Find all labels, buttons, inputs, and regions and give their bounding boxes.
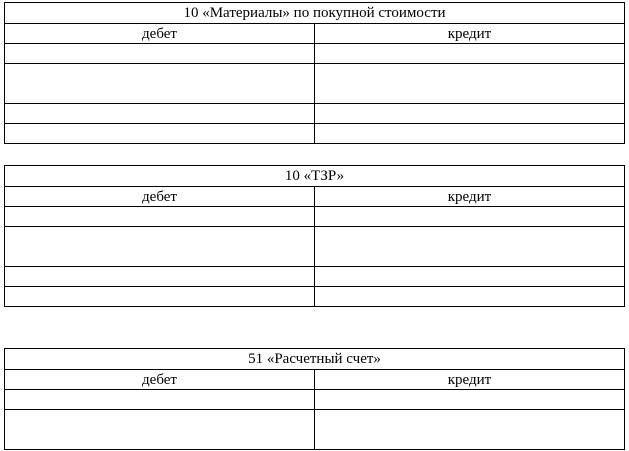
debit-header: дебет bbox=[5, 187, 315, 207]
credit-cell[interactable] bbox=[315, 410, 625, 450]
credit-cell[interactable] bbox=[315, 207, 625, 227]
account-title: 51 «Расчетный счет» bbox=[5, 349, 625, 370]
debit-cell[interactable] bbox=[5, 390, 315, 410]
debit-cell[interactable] bbox=[5, 287, 315, 307]
debit-header: дебет bbox=[5, 370, 315, 390]
credit-cell[interactable] bbox=[315, 267, 625, 287]
credit-header: кредит bbox=[315, 24, 625, 44]
debit-cell[interactable] bbox=[5, 104, 315, 124]
credit-cell[interactable] bbox=[315, 287, 625, 307]
account-title: 10 «Материалы» по покупной стоимости bbox=[5, 3, 625, 24]
credit-cell[interactable] bbox=[315, 124, 625, 144]
debit-cell[interactable] bbox=[5, 207, 315, 227]
debit-cell[interactable] bbox=[5, 410, 315, 450]
account-table-tzr bbox=[4, 165, 625, 307]
debit-cell[interactable] bbox=[5, 267, 315, 287]
credit-cell[interactable] bbox=[315, 390, 625, 410]
account-table-settlement bbox=[4, 348, 625, 450]
credit-cell[interactable] bbox=[315, 227, 625, 267]
debit-cell[interactable] bbox=[5, 64, 315, 104]
account-table-materials bbox=[4, 2, 625, 144]
debit-cell[interactable] bbox=[5, 44, 315, 64]
debit-header: дебет bbox=[5, 24, 315, 44]
credit-cell[interactable] bbox=[315, 64, 625, 104]
credit-header: кредит bbox=[315, 370, 625, 390]
debit-cell[interactable] bbox=[5, 124, 315, 144]
credit-cell[interactable] bbox=[315, 104, 625, 124]
account-title: 10 «ТЗР» bbox=[5, 166, 625, 187]
credit-cell[interactable] bbox=[315, 44, 625, 64]
credit-header: кредит bbox=[315, 187, 625, 207]
debit-cell[interactable] bbox=[5, 227, 315, 267]
